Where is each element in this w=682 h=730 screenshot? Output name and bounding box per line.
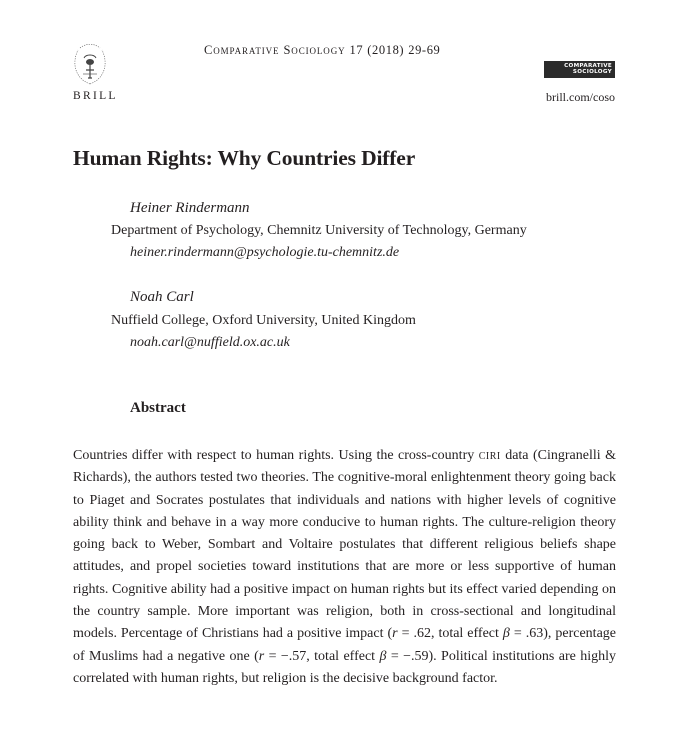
abstract-heading: Abstract bbox=[130, 400, 186, 416]
abstract-part: data (Cingranelli & Richards), the authors tested two theories. The cognitive-moral enlightenment theory going back to Piaget and Socrates postulates that individuals and nations with higher levels of cognitive ability think and behave in a way more conducive to human rights. The culture-religion theory going back to Weber, Sombart and Voltaire postulates that different religious beliefs shape attitudes, and propel societies toward institutions that are more or less supportive of human rights. Cognitive ability had a positive impact on human rights but its effect varied depending on the country sample. More important was religion, both in cross-sectional and longitudinal models. Percentage of Christians had a positive impact ( bbox=[73, 448, 617, 642]
journal-url-link[interactable]: brill.com/coso bbox=[546, 90, 615, 104]
author-name: Heiner Rindermann bbox=[130, 200, 250, 216]
article-title: Human Rights: Why Countries Differ bbox=[73, 146, 416, 170]
stat-symbol: β bbox=[502, 626, 510, 642]
journal-logo-line1: COMPARATIVE bbox=[564, 63, 612, 69]
journal-citation bbox=[204, 43, 440, 58]
journal-pages: 29-69 bbox=[408, 43, 441, 57]
stat-symbol: r bbox=[392, 626, 398, 642]
abstract-part: Countries differ with respect to human rights. Using the cross-country bbox=[73, 448, 479, 463]
abstract-part: = −.59). Political institutions are highly correlated with human rights, but religion is the decisive background factor. bbox=[73, 648, 616, 686]
journal-logo-line2: SOCIOLOGY bbox=[572, 68, 612, 75]
stat-symbol: r bbox=[258, 648, 265, 664]
author-name: Noah Carl bbox=[130, 289, 194, 305]
publisher-name: BRILL bbox=[73, 90, 118, 102]
author-affiliation: Department of Psychology, Chemnitz University of Technology, Germany bbox=[111, 223, 527, 238]
abstract-text bbox=[73, 445, 616, 690]
journal-name: Comparative Sociology bbox=[204, 43, 346, 57]
journal-volume: 17 bbox=[349, 43, 364, 57]
stat-symbol: β bbox=[379, 648, 387, 664]
stat-value: = .62, total effect bbox=[397, 626, 503, 642]
stat-value: = −.57, total effect bbox=[264, 648, 380, 664]
ciri-acronym: ciri bbox=[478, 448, 501, 463]
abstract-part: = .63), percentage of Muslims had a negative one ( bbox=[73, 626, 616, 664]
author-email-link[interactable]: noah.carl@nuffield.ox.ac.uk bbox=[130, 335, 290, 350]
author-email-link[interactable]: heiner.rindermann@psychologie.tu-chemnitz.de bbox=[130, 245, 400, 260]
author-affiliation: Nuffield College, Oxford University, United Kingdom bbox=[111, 313, 416, 328]
journal-logo bbox=[544, 61, 615, 78]
journal-year: (2018) bbox=[367, 43, 405, 57]
